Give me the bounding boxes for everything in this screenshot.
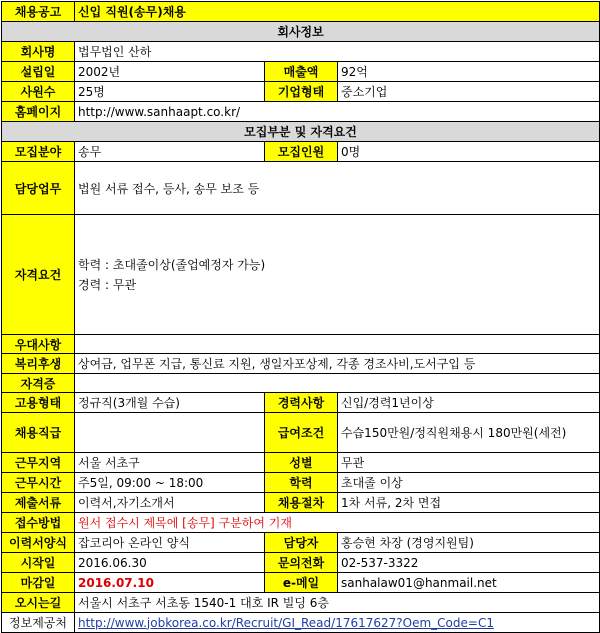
- directions-value: 서울시 서초구 서초동 1540-1 대호 IR 빌딩 6층: [75, 593, 600, 613]
- founded-value: 2002년: [75, 62, 265, 82]
- source-row: [2, 613, 600, 633]
- duty-label: 담당업무: [2, 162, 75, 215]
- homepage-row: [2, 102, 600, 122]
- job-posting-sheet: [1, 1, 599, 630]
- manager-label: 담당자: [265, 533, 338, 553]
- email-value: [338, 573, 600, 593]
- process-value: 1차 서류, 2차 면접: [338, 493, 600, 513]
- source-value: [75, 613, 600, 633]
- hours-row: [2, 473, 600, 493]
- headcount-value: 0명: [338, 142, 600, 162]
- company-name-label: 회사명: [2, 42, 75, 62]
- phone-value: 02-537-3322: [338, 553, 600, 573]
- company-section-row: [2, 22, 600, 42]
- benefits-label: 복리후생: [2, 354, 75, 374]
- apply-method-label: 접수방법: [2, 513, 75, 533]
- qualification-education: 학력 : 초대졸이상(졸업예정자 가능): [78, 257, 266, 272]
- employees-label: 사원수: [2, 82, 75, 102]
- hours-label: 근무시간: [2, 473, 75, 493]
- preference-row: [2, 335, 600, 354]
- homepage-link[interactable]: http://www.sanhaapt.co.kr/: [78, 104, 241, 119]
- duty-row: [2, 162, 600, 215]
- revenue-label: 매출액: [265, 62, 338, 82]
- deadline-label: 마감일: [2, 573, 75, 593]
- employment-row: [2, 393, 600, 413]
- job-posting-table: [1, 1, 600, 633]
- employment-value: 정규직(3개월 수습): [75, 393, 265, 413]
- apply-method-row: [2, 513, 600, 533]
- posting-label: 채용공고: [2, 2, 75, 22]
- education-label: 학력: [265, 473, 338, 493]
- duty-value: 법원 서류 접수, 등사, 송무 보조 등: [75, 162, 600, 215]
- company-name-value: 법무법인 산하: [75, 42, 600, 62]
- deadline-row: [2, 573, 600, 593]
- homepage-label: 홈페이지: [2, 102, 75, 122]
- employees-value: 25명: [75, 82, 265, 102]
- position-label: 채용직급: [2, 413, 75, 453]
- phone-label: 문의전화: [265, 553, 338, 573]
- resume-form-row: [2, 533, 600, 553]
- career-label: 경력사항: [265, 393, 338, 413]
- source-link[interactable]: http://www.jobkorea.co.kr/Recruit/GI_Read/17617627?Oem_Code=C1: [78, 615, 494, 630]
- email-link[interactable]: sanhalaw01@hanmail.net: [341, 575, 497, 590]
- location-value: 서울 서초구: [75, 453, 265, 473]
- manager-value: 홍승현 차장 (경영지원팀): [338, 533, 600, 553]
- email-label: e-메일: [265, 573, 338, 593]
- homepage-value: [75, 102, 600, 122]
- preference-label: 우대사항: [2, 335, 75, 354]
- headcount-label: 모집인원: [265, 142, 338, 162]
- qualification-value: [75, 215, 600, 335]
- source-label: 정보제공처: [2, 613, 75, 633]
- qualification-label: 자격요건: [2, 215, 75, 335]
- gender-value: 무관: [338, 453, 600, 473]
- field-row: [2, 142, 600, 162]
- certificate-value: [75, 374, 600, 393]
- start-value: 2016.06.30: [75, 553, 265, 573]
- directions-row: [2, 593, 600, 613]
- deadline-value: 2016.07.10: [75, 573, 265, 593]
- founded-label: 설립일: [2, 62, 75, 82]
- benefits-value: 상여금, 업무폰 지급, 통신료 지원, 생일자포상제, 각종 경조사비,도서구입 등: [75, 354, 600, 374]
- documents-label: 제출서류: [2, 493, 75, 513]
- header-row: [2, 2, 600, 22]
- documents-value: 이력서,자기소개서: [75, 493, 265, 513]
- qualification-career: 경력 : 무관: [78, 277, 137, 292]
- salary-value: 수습150만원/정직원채용시 180만원(세전): [338, 413, 600, 453]
- recruit-section-row: [2, 122, 600, 142]
- preference-value: [75, 335, 600, 354]
- employment-label: 고용형태: [2, 393, 75, 413]
- founded-row: [2, 62, 600, 82]
- position-row: [2, 413, 600, 453]
- posting-title: 신입 직원(송무)채용: [75, 2, 600, 22]
- employees-row: [2, 82, 600, 102]
- resume-form-label: 이력서양식: [2, 533, 75, 553]
- field-value: 송무: [75, 142, 265, 162]
- company-type-value: 중소기업: [338, 82, 600, 102]
- resume-form-value: 잡코리아 온라인 양식: [75, 533, 265, 553]
- company-section-title: 회사정보: [2, 22, 600, 42]
- benefits-row: [2, 354, 600, 374]
- hours-value: 주5일, 09:00 ~ 18:00: [75, 473, 265, 493]
- directions-label: 오시는길: [2, 593, 75, 613]
- process-label: 채용절차: [265, 493, 338, 513]
- salary-label: 급여조건: [265, 413, 338, 453]
- gender-label: 성별: [265, 453, 338, 473]
- position-value: [75, 413, 265, 453]
- certificate-label: 자격증: [2, 374, 75, 393]
- field-label: 모집분야: [2, 142, 75, 162]
- location-row: [2, 453, 600, 473]
- start-label: 시작일: [2, 553, 75, 573]
- company-type-label: 기업형태: [265, 82, 338, 102]
- start-row: [2, 553, 600, 573]
- apply-method-value: 원서 접수시 제목에 [송무] 구분하여 기재: [75, 513, 600, 533]
- career-value: 신입/경력1년이상: [338, 393, 600, 413]
- education-value: 초대졸 이상: [338, 473, 600, 493]
- documents-row: [2, 493, 600, 513]
- location-label: 근무지역: [2, 453, 75, 473]
- qualification-row: [2, 215, 600, 335]
- revenue-value: 92억: [338, 62, 600, 82]
- certificate-row: [2, 374, 600, 393]
- company-name-row: [2, 42, 600, 62]
- recruit-section-title: 모집부분 및 자격요건: [2, 122, 600, 142]
